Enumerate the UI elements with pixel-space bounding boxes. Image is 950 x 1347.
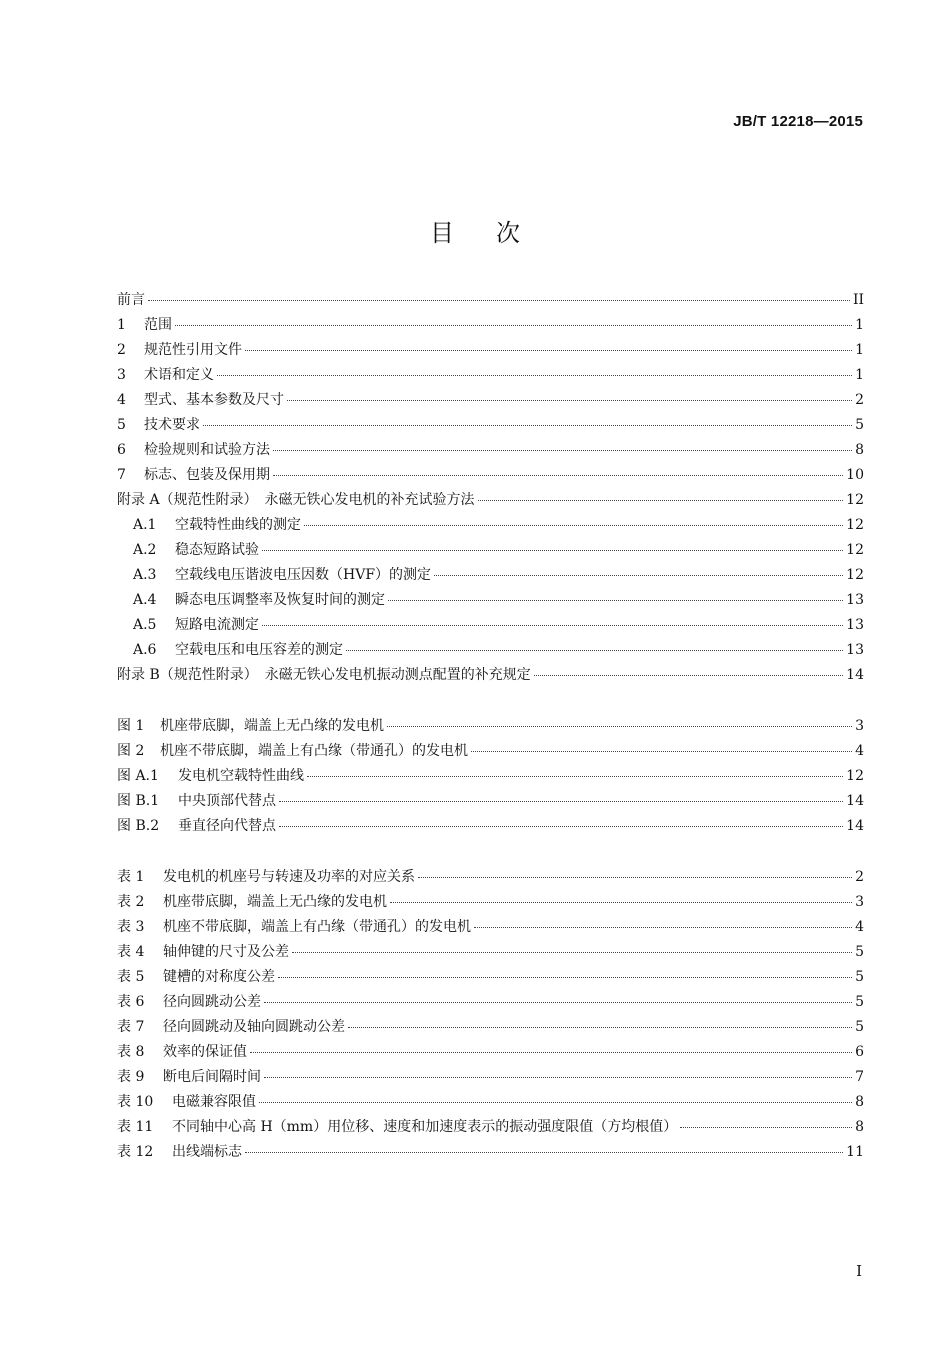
- toc-entry-text: 空载线电压谐波电压因数（HVF）的测定: [175, 567, 432, 583]
- toc-entry[interactable]: [117, 1041, 864, 1066]
- toc-entry[interactable]: [117, 941, 864, 966]
- dot-leader: [471, 751, 852, 752]
- toc-entry-text: 术语和定义: [144, 367, 214, 383]
- toc-entry-number: 表 4: [117, 944, 145, 960]
- toc-entry-label: [117, 514, 301, 534]
- toc-entry[interactable]: [117, 489, 864, 514]
- toc-entry-number: 6: [117, 442, 126, 458]
- toc-entry-number: 图 B.2: [117, 818, 160, 834]
- toc-entry-label: [117, 414, 200, 434]
- dot-leader: [264, 1002, 852, 1003]
- toc-entry-page: 12: [846, 542, 864, 558]
- toc-entry[interactable]: [117, 389, 864, 414]
- toc-entry-number: 表 6: [117, 994, 145, 1010]
- toc-entry-page: II: [852, 292, 864, 308]
- toc-entry-page: 1: [855, 367, 864, 383]
- toc-entry-page: 14: [846, 667, 864, 683]
- toc-entry-text: 技术要求: [144, 417, 200, 433]
- toc-entry-text: 机座带底脚，端盖上无凸缘的发电机: [160, 718, 384, 734]
- toc-entry-number: 表 7: [117, 1019, 145, 1035]
- toc-entry-number: A.2: [133, 542, 157, 558]
- toc-entry-label: [117, 1091, 256, 1111]
- toc-entry-text: 检验规则和试验方法: [144, 442, 270, 458]
- toc-entry-text: 稳态短路试验: [175, 542, 259, 558]
- toc-entry-text: 不同轴中心高 H（mm）用位移、速度和加速度表示的振动强度限值（方均根值）: [172, 1119, 678, 1135]
- toc-entry-label: [117, 639, 343, 659]
- dot-leader: [474, 927, 852, 928]
- dot-leader: [273, 450, 852, 451]
- toc-entry[interactable]: [117, 564, 864, 589]
- page-title: 目次: [430, 219, 562, 247]
- toc-entry[interactable]: [117, 916, 864, 941]
- dot-leader: [390, 902, 852, 903]
- toc-entry-text: 垂直径向代替点: [178, 818, 276, 834]
- toc-entry-text: 前言: [117, 292, 145, 308]
- toc-entry-number: 4: [117, 392, 126, 408]
- toc-entry-text: 发电机空载特性曲线: [178, 768, 304, 784]
- toc-entry[interactable]: [117, 1066, 864, 1091]
- toc-entry-page: 12: [846, 517, 864, 533]
- toc-entry-label: [117, 790, 276, 810]
- toc-entry-text: 机座不带底脚，端盖上有凸缘（带通孔）的发电机: [163, 919, 471, 935]
- toc-entry[interactable]: [117, 614, 864, 639]
- toc-entry-text: 范围: [144, 317, 172, 333]
- dot-leader: [217, 375, 852, 376]
- toc-entry[interactable]: [117, 715, 864, 740]
- toc-entry-number: 表 2: [117, 894, 145, 910]
- toc-entry-text: 空载特性曲线的测定: [175, 517, 301, 533]
- toc-entry-text: 标志、包装及保用期: [144, 467, 270, 483]
- toc-contents: [117, 289, 864, 689]
- toc-entry-label: [117, 966, 275, 986]
- toc-entry[interactable]: [117, 514, 864, 539]
- toc-entry[interactable]: [117, 765, 864, 790]
- toc-entry-number: 图 1: [117, 718, 145, 734]
- toc-entry[interactable]: [117, 414, 864, 439]
- toc-figures: [117, 715, 864, 840]
- toc-entry-label: [117, 941, 289, 961]
- toc-entry-page: 10: [846, 467, 864, 483]
- toc-entry-text: 轴伸键的尺寸及公差: [163, 944, 289, 960]
- toc-entry-page: 4: [855, 743, 864, 759]
- toc-entry-page: 7: [855, 1069, 864, 1085]
- dot-leader: [148, 300, 850, 301]
- toc-entry-number: 1: [117, 317, 126, 333]
- toc-entry-page: 12: [846, 567, 864, 583]
- toc-entry-label: [117, 289, 145, 309]
- dot-leader: [418, 877, 852, 878]
- toc-entry-label: [117, 464, 270, 484]
- toc-entry-label: [117, 664, 531, 684]
- toc-entry-text: 附录 A（规范性附录） 永磁无铁心发电机的补充试验方法: [117, 492, 475, 508]
- dot-leader: [175, 325, 852, 326]
- dot-leader: [307, 776, 843, 777]
- toc-entry[interactable]: [117, 1016, 864, 1041]
- dot-leader: [279, 801, 843, 802]
- standard-code: JB/T 12218—2015: [733, 113, 863, 130]
- toc-entry[interactable]: [117, 464, 864, 489]
- dot-leader: [304, 525, 843, 526]
- dot-leader: [245, 350, 852, 351]
- toc-entry-text: 电磁兼容限值: [172, 1094, 256, 1110]
- dot-leader: [262, 550, 843, 551]
- toc-entry-page: 5: [855, 944, 864, 960]
- toc-tables: [117, 866, 864, 1166]
- toc-entry-number: 表 10: [117, 1094, 154, 1110]
- toc-entry[interactable]: [117, 991, 864, 1016]
- toc-entry-number: 表 9: [117, 1069, 145, 1085]
- dot-leader: [478, 500, 844, 501]
- toc-entry-label: [117, 614, 259, 634]
- toc-entry-number: A.4: [133, 592, 157, 608]
- toc-entry-number: 表 3: [117, 919, 145, 935]
- toc-entry-page: 8: [855, 442, 864, 458]
- toc-entry-text: 径向圆跳动公差: [163, 994, 261, 1010]
- toc-entry-label: [117, 815, 276, 835]
- dot-leader: [273, 475, 843, 476]
- toc-entry-text: 效率的保证值: [163, 1044, 247, 1060]
- toc-entry-label: [117, 1066, 261, 1086]
- toc-entry-page: 2: [855, 392, 864, 408]
- toc-entry-text: 型式、基本参数及尺寸: [144, 392, 284, 408]
- toc-entry-number: 图 2: [117, 743, 145, 759]
- toc-entry[interactable]: [117, 891, 864, 916]
- toc-entry[interactable]: [117, 289, 864, 314]
- toc-entry-text: 规范性引用文件: [144, 342, 242, 358]
- toc-entry-label: [117, 1116, 677, 1136]
- toc-entry-label: [117, 1016, 345, 1036]
- toc-entry[interactable]: [117, 639, 864, 664]
- toc-entry-text: 出线端标志: [172, 1144, 242, 1160]
- toc-entry[interactable]: [117, 815, 864, 840]
- dot-leader: [262, 625, 843, 626]
- toc-entry-page: 14: [846, 793, 864, 809]
- toc-entry[interactable]: [117, 740, 864, 765]
- toc-entry-page: 13: [846, 617, 864, 633]
- toc-entry-label: [117, 439, 270, 459]
- toc-entry-label: [117, 715, 384, 735]
- toc-entry-number: 图 B.1: [117, 793, 160, 809]
- page-number: I: [856, 1262, 862, 1280]
- toc-entry[interactable]: [117, 339, 864, 364]
- toc-entry-page: 5: [855, 1019, 864, 1035]
- dot-leader: [259, 1102, 852, 1103]
- toc-entry-number: A.1: [133, 517, 157, 533]
- dot-leader: [534, 675, 843, 676]
- toc-entry-text: 附录 B（规范性附录） 永磁无铁心发电机振动测点配置的补充规定: [117, 667, 531, 683]
- toc-entry[interactable]: [117, 439, 864, 464]
- toc-entry-label: [117, 539, 259, 559]
- dot-leader: [387, 726, 852, 727]
- dot-leader: [203, 425, 852, 426]
- toc-entry-number: 7: [117, 467, 126, 483]
- toc-entry-number: 表 8: [117, 1044, 145, 1060]
- toc-entry-text: 短路电流测定: [175, 617, 259, 633]
- toc-entry-text: 机座不带底脚，端盖上有凸缘（带通孔）的发电机: [160, 743, 468, 759]
- toc-entry[interactable]: [117, 364, 864, 389]
- toc-entry-label: [117, 589, 385, 609]
- dot-leader: [245, 1152, 843, 1153]
- toc-entry-page: 14: [846, 818, 864, 834]
- toc-entry-text: 机座带底脚，端盖上无凸缘的发电机: [163, 894, 387, 910]
- toc-entry-label: [117, 891, 387, 911]
- toc-entry-page: 5: [855, 417, 864, 433]
- dot-leader: [388, 600, 843, 601]
- toc-entry-page: 6: [855, 1044, 864, 1060]
- toc-entry-number: 5: [117, 417, 126, 433]
- toc-entry-label: [117, 740, 468, 760]
- dot-leader: [250, 1052, 852, 1053]
- toc-entry-number: 图 A.1: [117, 768, 159, 784]
- toc-entry[interactable]: [117, 790, 864, 815]
- toc-entry-label: [117, 765, 304, 785]
- toc-entry-number: A.3: [133, 567, 157, 583]
- toc-entry-text: 断电后间隔时间: [163, 1069, 261, 1085]
- toc-entry[interactable]: [117, 1116, 864, 1141]
- toc-entry-page: 12: [846, 492, 864, 508]
- toc-entry-number: 表 11: [117, 1119, 154, 1135]
- toc-entry-page: 5: [855, 969, 864, 985]
- dot-leader: [292, 952, 852, 953]
- toc-entry-label: [117, 991, 261, 1011]
- toc-entry-page: 3: [855, 894, 864, 910]
- toc-entry-label: [117, 564, 431, 584]
- toc-entry-text: 空载电压和电压容差的测定: [175, 642, 343, 658]
- toc-entry-text: 键槽的对称度公差: [163, 969, 275, 985]
- toc-entry-number: A.6: [133, 642, 157, 658]
- dot-leader: [680, 1127, 852, 1128]
- toc-entry-text: 发电机的机座号与转速及功率的对应关系: [163, 869, 415, 885]
- toc-entry-page: 8: [855, 1119, 864, 1135]
- toc-entry[interactable]: [117, 589, 864, 614]
- toc-entry-page: 13: [846, 642, 864, 658]
- toc-entry[interactable]: [117, 1141, 864, 1166]
- toc-entry[interactable]: [117, 1091, 864, 1116]
- toc-entry-page: 12: [846, 768, 864, 784]
- toc-entry[interactable]: [117, 664, 864, 689]
- toc-entry-label: [117, 866, 415, 886]
- toc-entry-label: [117, 314, 172, 334]
- toc-entry-number: 表 1: [117, 869, 145, 885]
- toc-entry-number: A.5: [133, 617, 157, 633]
- toc-entry-text: 瞬态电压调整率及恢复时间的测定: [175, 592, 385, 608]
- toc-entry-label: [117, 339, 242, 359]
- dot-leader: [278, 977, 852, 978]
- toc-entry-number: 3: [117, 367, 126, 383]
- toc-entry[interactable]: [117, 539, 864, 564]
- toc-entry-page: 8: [855, 1094, 864, 1110]
- toc-entry-page: 11: [846, 1144, 864, 1160]
- dot-leader: [346, 650, 843, 651]
- toc-entry-number: 表 12: [117, 1144, 154, 1160]
- toc-entry-page: 5: [855, 994, 864, 1010]
- toc-entry[interactable]: [117, 314, 864, 339]
- dot-leader: [287, 400, 852, 401]
- toc-entry-label: [117, 1041, 247, 1061]
- toc-entry-page: 1: [855, 317, 864, 333]
- toc-entry-page: 13: [846, 592, 864, 608]
- dot-leader: [279, 826, 843, 827]
- toc-entry-label: [117, 364, 214, 384]
- toc-entry-label: [117, 916, 471, 936]
- toc-entry-text: 中央顶部代替点: [178, 793, 276, 809]
- dot-leader: [434, 575, 843, 576]
- toc-entry-page: 2: [855, 869, 864, 885]
- toc-entry-text: 径向圆跳动及轴向圆跳动公差: [163, 1019, 345, 1035]
- toc-entry-page: 1: [855, 342, 864, 358]
- dot-leader: [264, 1077, 852, 1078]
- dot-leader: [348, 1027, 852, 1028]
- toc-entry-label: [117, 489, 475, 509]
- toc-entry[interactable]: [117, 966, 864, 991]
- toc-entry[interactable]: [117, 866, 864, 891]
- toc-entry-label: [117, 1141, 242, 1161]
- toc-entry-page: 3: [855, 718, 864, 734]
- toc-entry-number: 2: [117, 342, 126, 358]
- toc-entry-number: 表 5: [117, 969, 145, 985]
- toc-entry-label: [117, 389, 284, 409]
- toc-entry-page: 4: [855, 919, 864, 935]
